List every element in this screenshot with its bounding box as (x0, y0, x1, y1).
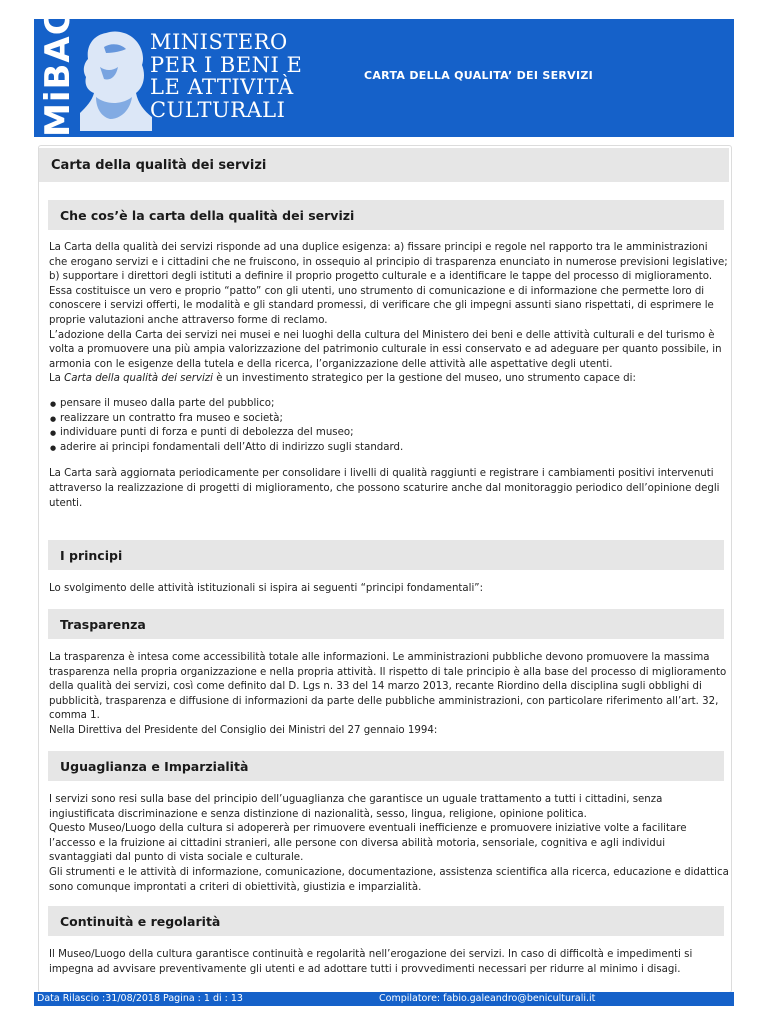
paragraph: Nella Direttiva del Presidente del Consiglio dei Ministri del 27 gennaio 1994: (49, 724, 438, 736)
header-title: CARTA DELLA QUALITA’ DEI SERVIZI (364, 69, 594, 82)
section-body-trasparenza (49, 651, 729, 739)
paragraph: I servizi sono resi sulla base del principio dell’uguaglianza che garantisce un uguale trattamento a tutti i cittadini, senza ingiustificata discriminazione e senza distinzione di nazionalità, sesso, lingua, religione, opinione politica. (49, 794, 663, 820)
capabilities-list (49, 397, 729, 455)
section-body-continuita (49, 948, 729, 977)
section-heading-carta (48, 200, 724, 230)
section-body-uguaglianza (49, 793, 729, 895)
header-banner (34, 9, 734, 137)
paragraph: Essa costituisce un vero e proprio “patto” con gli utenti, uno strumento di comunicazione e di informazione che permette loro di conoscere i servizi offerti, le modalità e gli standard promessi, di verificare che gli impegni assunti siano rispettati, di esprimere le proprie valutazioni anche attraverso forme di reclamo. (49, 285, 714, 326)
section-heading-text: Continuità e regolarità (60, 914, 221, 929)
logo-mibac-text: MiBAC (38, 9, 78, 137)
section-body-carta (49, 241, 729, 511)
carta-emphasis: Carta della qualità dei servizi (64, 373, 213, 385)
section-heading-text: Uguaglianza e Imparzialità (60, 759, 249, 774)
section-heading-uguaglianza (48, 751, 724, 781)
footer-release-info: Data Rilascio :31/08/2018 Pagina : 1 di : 13 (37, 993, 243, 1004)
page-title: Carta della qualità dei servizi (51, 158, 267, 173)
footer-compiler: Compilatore: fabio.galeandro@beniculturali.it (379, 993, 596, 1004)
paragraph: La Carta sarà aggiornata periodicamente per consolidare i livelli di qualità raggiunti e registrare i cambiamenti positivi intervenuti attraverso la realizzazione di progetti di miglioramento, che possono scaturire anche dal monitoraggio periodico dell’opinione degli utenti. (49, 468, 720, 509)
paragraph: La Carta della qualità dei servizi è un investimento strategico per la gestione del museo, uno strumento capace di: (49, 373, 636, 385)
paragraph: La Carta della qualità dei servizi risponde ad una duplice esigenza: a) fissare principi e regole nel rapporto tra le amministrazioni che erogano servizi e i cittadini che ne fruiscono, in ossequio al principio di trasparenza enunciato in numerose previsioni legislative; b) supportare i direttori degli istituti a definire il proprio progetto culturale e a identificare le tappe del processo di miglioramento. (49, 242, 728, 283)
paragraph: Questo Museo/Luogo della cultura si adopererà per rimuovere eventuali inefficienze e promuovere iniziative volte a facilitare l’accesso e la fruizione ai cittadini stranieri, alle persone con diversa abilità motoria, sensoriale, cognitiva e agli individui svantaggiati dal punto di vista sociale e culturale. (49, 823, 687, 864)
section-heading-text: Trasparenza (60, 617, 146, 632)
paragraph: Il Museo/Luogo della cultura garantisce continuità e regolarità nell’erogazione dei servizi. In caso di difficoltà e impedimenti si impegna ad avvisare preventivamente gli utenti e ad adottare tutti i provvedimenti necessari per ridurre al minimo i disagi. (49, 949, 693, 975)
list-item: ● pensare il museo dalla parte del pubblico; (49, 397, 729, 412)
logo-line-3: LE ATTIVITÀ (150, 75, 294, 99)
list-item: ● individuare punti di forza e punti di debolezza del museo; (49, 426, 729, 441)
paragraph: L’adozione della Carta dei servizi nei musei e nei luoghi della cultura del Ministero dei beni e delle attività culturali e del turismo è volta a promuovere una più ampia valorizzazione del patrimonio culturale in essi conservato e ad adeguare per quanto possibile, in armonia con le esigenze della tutela e della ricerca, l’organizzazione delle attività alle aspettative degli utenti. (49, 329, 722, 370)
logo-line-4: CULTURALI (150, 97, 286, 122)
list-item: ● aderire ai principi fondamentali dell’Atto di indirizzo sugli standard. (49, 441, 729, 456)
logo-line-2: PER I BENI E (150, 52, 303, 77)
bust-logo-icon (76, 27, 152, 131)
section-heading-continuita (48, 906, 724, 936)
logo-lines (150, 31, 302, 121)
mibac-logo (34, 9, 303, 137)
section-body-principi (49, 582, 729, 597)
paragraph: Gli strumenti e le attività di informazione, comunicazione, documentazione, assistenza scientifica alla ricerca, educazione e didattica sono comunque improntati a criteri di obiettività, giustizia e imparzialità. (49, 866, 729, 893)
footer-bar (34, 992, 734, 1006)
paragraph: La trasparenza è intesa come accessibilità totale alle informazioni. Le amministrazioni pubbliche devono promuovere la massima trasparenza nella propria organizzazione e nella propria attività. Il rispetto di tale principio è alla base del processo di miglioramento della qualità dei servizi, così come definito dal D. Lgs n. 33 del 14 marzo 2013, recante Riordino della disciplina sugli obblighi di pubblicità, trasparenza e diffusione di informazioni da parte delle pubbliche amministrazioni, con particolare riferimento all’art. 32, comma 1. (49, 652, 727, 722)
section-heading-text: Che cos’è la carta della qualità dei servizi (60, 208, 355, 223)
paragraph: Lo svolgimento delle attività istituzionali si ispira ai seguenti “principi fondamentali”: (49, 583, 484, 594)
section-heading-text: I principi (60, 548, 123, 563)
page-title-bar (39, 148, 729, 182)
section-heading-trasparenza (48, 609, 724, 639)
logo-line-1: MINISTERO (150, 30, 288, 54)
section-heading-principi (48, 540, 724, 570)
list-item: ● realizzare un contratto fra museo e società; (49, 412, 729, 427)
